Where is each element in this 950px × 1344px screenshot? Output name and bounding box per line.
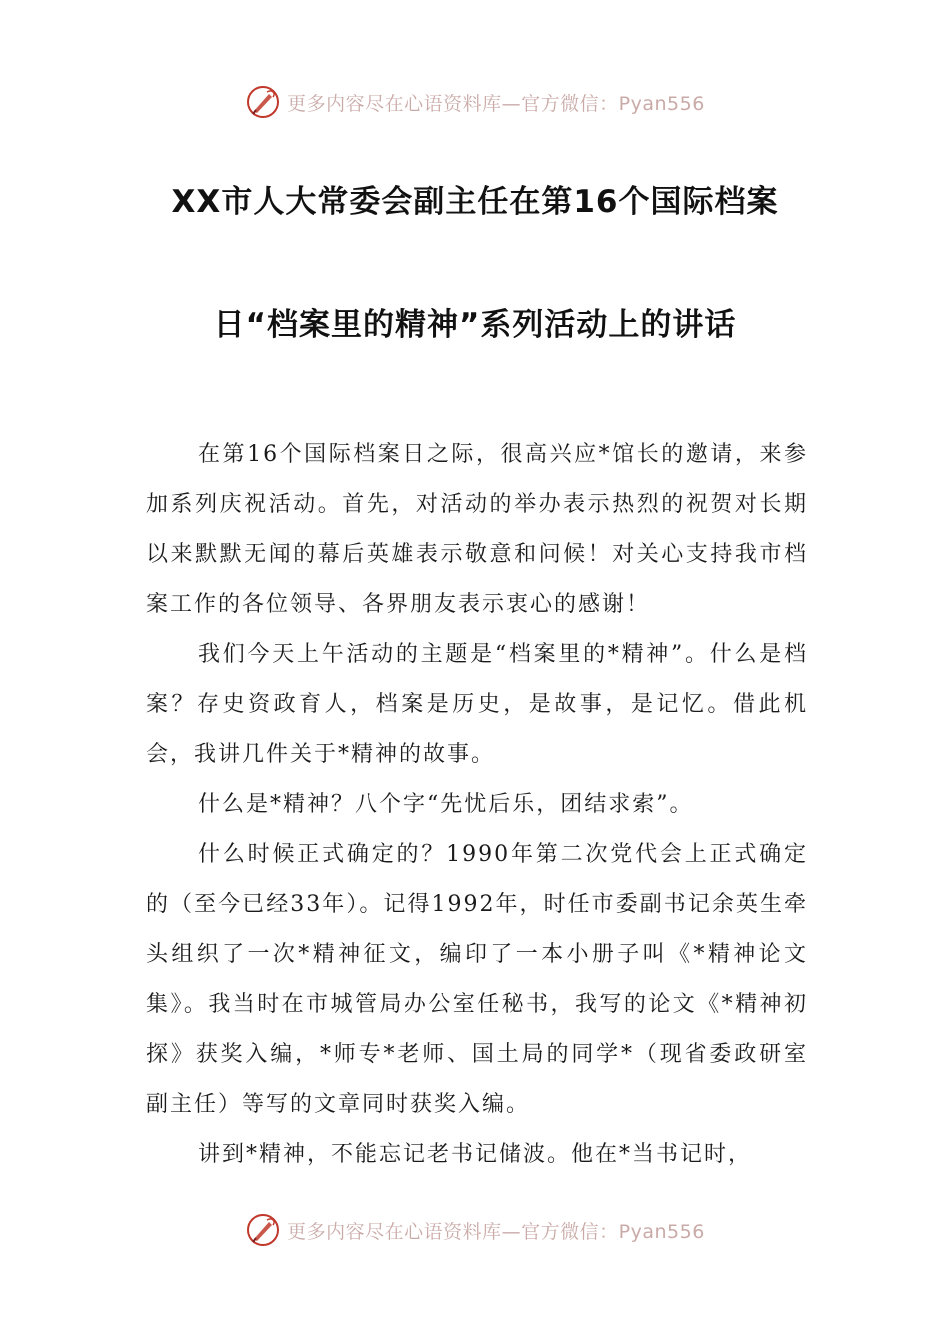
document-body: [146, 430, 808, 1180]
paragraph: 什么是*精神？八个字“先忧后乐，团结求索”。: [198, 792, 694, 817]
watermark-banner-top: [0, 82, 950, 122]
document-title-line-2: 日“档案里的精神”系列活动上的讲话: [213, 307, 737, 343]
paragraph: 我们今天上午活动的主题是“档案里的*精神”。什么是档案？存史资政育人，档案是历史，是故事，是记忆。借此机会，我讲几件关于*精神的故事。: [146, 642, 808, 767]
watermark-text: 更多内容尽在心语资料库—官方微信：Pyan556: [287, 92, 705, 115]
watermark-banner-bottom: [0, 1210, 950, 1250]
quill-pen-logo-icon: [245, 1212, 281, 1248]
paragraph: 讲到*精神，不能忘记老书记储波。他在*当书记时，: [198, 1142, 753, 1167]
document-title-line-1: XX市人大常委会副主任在第16个国际档案: [171, 184, 779, 220]
quill-pen-logo-icon: [245, 84, 281, 120]
watermark-text: 更多内容尽在心语资料库—官方微信：Pyan556: [287, 1220, 705, 1243]
paragraph: 什么时候正式确定的？1990年第二次党代会上正式确定的（至今已经33年）。记得1992年，时任市委副书记余英生牵头组织了一次*精神征文，编印了一本小册子叫《*精神论文集》。我当时在市城管局办公室任秘书，我写的论文《*精神初探》获奖入编，*师专*老师、国土局的同学*（现省委政研室副主任）等写的文章同时获奖入编。: [146, 842, 808, 1117]
paragraph: 在第16个国际档案日之际，很高兴应*馆长的邀请，来参加系列庆祝活动。首先，对活动的举办表示热烈的祝贺对长期以来默默无闻的幕后英雄表示敬意和问候！对关心支持我市档案工作的各位领导、各界朋友表示衷心的感谢！: [146, 442, 808, 617]
